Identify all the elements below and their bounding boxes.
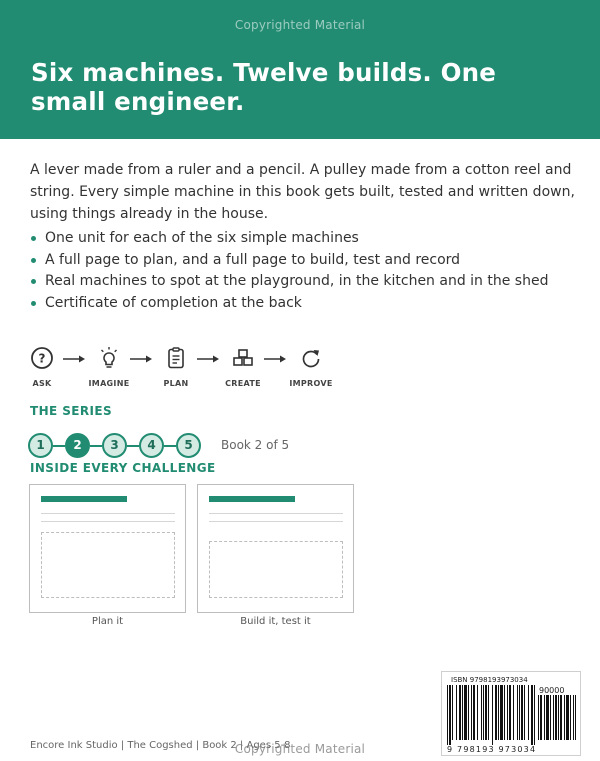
- inside-heading: INSIDE EVERY CHALLENGE: [30, 461, 216, 475]
- series-progress: [28, 432, 328, 460]
- thumbnail-sketch-area: [209, 541, 343, 598]
- barcode-bar: [477, 685, 478, 740]
- barcode-bar: [519, 685, 520, 740]
- list-item: [30, 228, 575, 250]
- barcode-bar: [558, 695, 559, 740]
- list-item: [30, 250, 575, 272]
- series-heading: THE SERIES: [30, 404, 112, 418]
- barcode-bar: [462, 685, 463, 740]
- barcode-bar: [555, 695, 557, 740]
- barcode-bar: [524, 685, 525, 740]
- clipboard-icon: [164, 346, 188, 370]
- thumbnail-rule: [41, 513, 175, 514]
- ean-bars: [447, 685, 535, 745]
- barcode-bar: [566, 695, 569, 740]
- barcode-bar: [473, 685, 475, 740]
- process-step-create: [215, 346, 271, 388]
- barcode-bar: [495, 685, 497, 740]
- list-item-text: One unit for each of the six simple machines: [45, 230, 359, 246]
- barcode-bar: [485, 685, 487, 740]
- process-step-imagine: [81, 346, 137, 388]
- svg-text:?: ?: [38, 351, 46, 366]
- list-item-text: Certificate of completion at the back: [45, 294, 302, 311]
- isbn-label: ISBN 9798193973034: [451, 676, 528, 684]
- barcode-bar: [517, 685, 518, 740]
- thumbnail-title-bar: [41, 496, 127, 502]
- barcode-bar: [492, 685, 493, 745]
- barcode-bar: [468, 685, 469, 740]
- thumbnail-rule: [209, 521, 343, 522]
- thumbnail-rule: [41, 521, 175, 522]
- barcode-bar: [500, 685, 503, 740]
- question-icon: [30, 346, 54, 370]
- series-connector: [90, 445, 102, 447]
- process-label: IMPROVE: [289, 379, 333, 388]
- series-book-5: 5: [176, 433, 201, 458]
- series-book-1: 1: [28, 433, 53, 458]
- series-connector: [53, 445, 65, 447]
- barcode-bar: [573, 695, 574, 740]
- list-item-text: Real machines to spot at the playground, in the kitchen and in the shed: [45, 273, 549, 289]
- process-label: CREATE: [225, 379, 261, 388]
- barcode-bar: [488, 685, 489, 740]
- barcode-bar: [575, 695, 576, 740]
- barcode-bar: [538, 695, 539, 740]
- thumbnail-title-bar: [209, 496, 295, 502]
- process-step-plan: [148, 346, 204, 388]
- barcode-bar: [456, 685, 457, 740]
- barcode-bar: [464, 685, 467, 740]
- barcode-bar: [452, 685, 453, 740]
- watermark-top: Copyrighted Material: [234, 18, 366, 32]
- thumbnail-sketch-area: [41, 532, 175, 598]
- process-label: PLAN: [163, 379, 189, 388]
- price-code: 90000: [539, 686, 565, 695]
- series-connector: [164, 445, 176, 447]
- barcode-bar: [459, 685, 461, 740]
- thumbnail-rule: [209, 513, 343, 514]
- barcode-bar: [528, 685, 529, 740]
- barcode-bar: [447, 685, 448, 745]
- process-label: IMAGINE: [88, 379, 130, 388]
- design-process-row: [26, 346, 346, 396]
- barcode-bar: [531, 685, 533, 745]
- barcode-bar: [553, 695, 554, 740]
- refresh-icon: [299, 346, 323, 370]
- header-banner: [0, 0, 600, 139]
- barcode-bar: [546, 695, 549, 740]
- list-item: [30, 293, 575, 315]
- barcode-bar: [498, 685, 499, 740]
- addon-bars: [538, 695, 576, 745]
- imprint-footer: Encore Ink Studio | The Cogshed | Book 2 | Ages 5-8: [30, 740, 291, 751]
- intro-paragraph: A lever made from a ruler and a pencil. A pulley made from a cotton reel and string. Every simple machine in this book gets built, tested and written down, using things already in the house.: [30, 162, 575, 222]
- series-connector: [127, 445, 139, 447]
- barcode-bar: [540, 695, 542, 740]
- bullet-dot: [31, 301, 36, 306]
- plan-page-thumbnail: [29, 484, 186, 613]
- process-step-ask: [14, 346, 70, 388]
- barcode-bar: [509, 685, 511, 740]
- process-label: ASK: [32, 379, 52, 388]
- bullet-dot: [31, 236, 36, 241]
- list-item: [30, 271, 575, 293]
- barcode-bar: [544, 695, 545, 740]
- plan-caption: Plan it: [91, 616, 124, 627]
- feature-list: [30, 228, 575, 314]
- headline: Six machines. Twelve builds. One small engineer.: [31, 58, 497, 116]
- barcode-bar: [550, 695, 551, 740]
- barcode-bar: [504, 685, 505, 740]
- series-book-2-current: 2: [65, 433, 90, 458]
- barcode-bar: [513, 685, 514, 740]
- build-page-thumbnail: [197, 484, 354, 613]
- barcode-bar: [560, 695, 562, 740]
- series-book-3: 3: [102, 433, 127, 458]
- process-step-improve: [283, 346, 339, 388]
- barcode-bar: [534, 685, 535, 745]
- series-caption: Book 2 of 5: [221, 438, 290, 452]
- list-item-text: A full page to plan, and a full page to build, test and record: [45, 251, 461, 268]
- barcode-bar: [481, 685, 482, 740]
- build-caption: Build it, test it: [240, 616, 311, 627]
- barcode-bar: [507, 685, 508, 740]
- barcode-bar: [570, 695, 571, 740]
- isbn-barcode: [441, 671, 581, 756]
- barcode-bar: [564, 695, 565, 740]
- watermark-bottom: Copyrighted Material: [234, 742, 366, 756]
- barcode-bar: [521, 685, 523, 740]
- barcode-bar: [471, 685, 472, 740]
- series-book-4: 4: [139, 433, 164, 458]
- bullet-dot: [31, 258, 36, 263]
- bullet-dot: [31, 279, 36, 284]
- barcode-bar: [449, 685, 451, 745]
- isbn-digits: 9 798193 973034: [447, 745, 537, 754]
- blocks-icon: [231, 346, 255, 370]
- lightbulb-icon: [97, 346, 121, 370]
- barcode-bar: [483, 685, 484, 740]
